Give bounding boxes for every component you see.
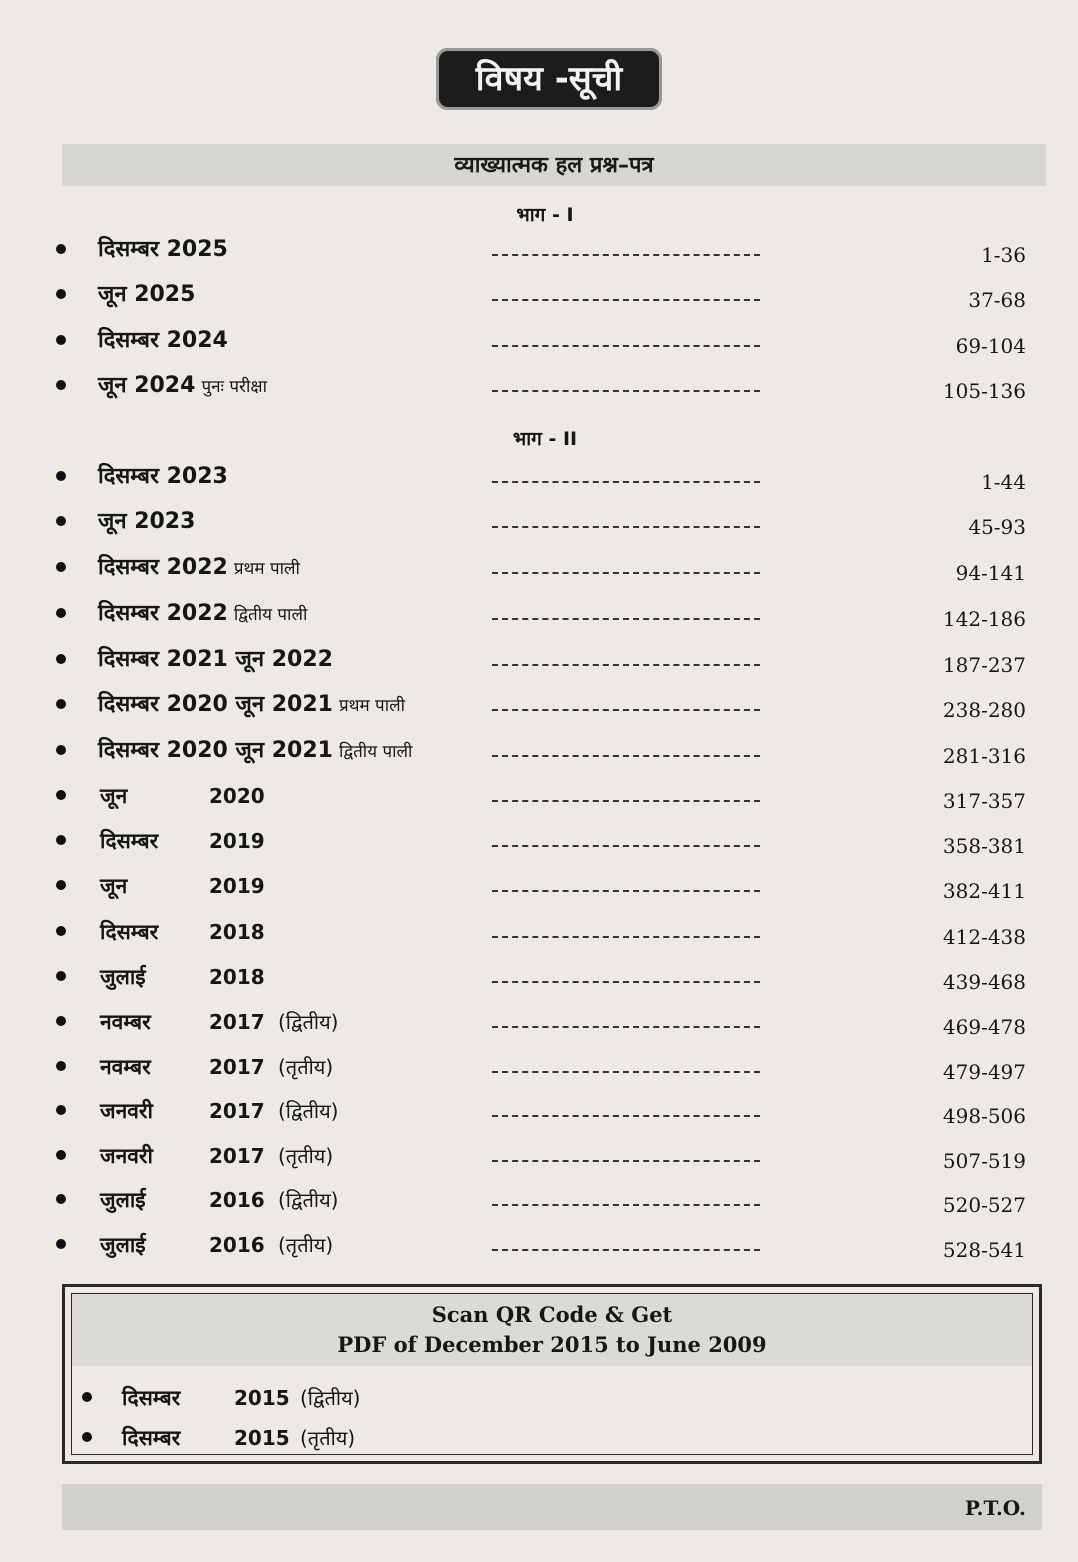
bullet-icon (82, 1392, 92, 1402)
qr-list-item (72, 1378, 1032, 1418)
dotted-leader (492, 254, 760, 256)
page-range: 1-44 (981, 470, 1026, 494)
bullet-icon (56, 1105, 66, 1115)
entry-paper: (तृतीय) (278, 1233, 334, 1257)
dotted-leader (492, 800, 760, 802)
dotted-leader (492, 845, 760, 847)
bullet-icon (56, 699, 66, 709)
entry-year: 2015 (234, 1386, 290, 1410)
footer-band (62, 1484, 1042, 1530)
toc-row (0, 459, 1078, 499)
dotted-leader (492, 572, 760, 574)
toc-row (0, 1093, 1078, 1133)
bullet-icon (56, 516, 66, 526)
toc-row (0, 323, 1078, 363)
qr-list-item (72, 1418, 1032, 1458)
toc-row (0, 868, 1078, 908)
part-1-heading: भाग - I (516, 204, 574, 226)
toc-row (0, 232, 1078, 272)
bullet-icon (56, 1150, 66, 1160)
dotted-leader (492, 936, 760, 938)
page-range: 281-316 (942, 744, 1026, 768)
entry-label: जून 2024 पुनः परीक्षा (98, 373, 267, 398)
page-range: 382-411 (942, 879, 1026, 903)
toc-row (0, 642, 1078, 682)
page-range: 317-357 (942, 789, 1026, 813)
entry-year: 2017 (209, 1144, 265, 1168)
page-range: 528-541 (942, 1238, 1026, 1262)
dotted-leader (492, 1204, 760, 1206)
page-range: 105-136 (942, 379, 1026, 403)
bullet-icon (56, 745, 66, 755)
dotted-leader (492, 981, 760, 983)
qr-heading (72, 1294, 1032, 1366)
dotted-leader (492, 709, 760, 711)
bullet-icon (56, 608, 66, 618)
page-range: 45-93 (968, 515, 1026, 539)
toc-row (0, 1049, 1078, 1089)
dotted-leader (492, 1160, 760, 1162)
dotted-leader (492, 1071, 760, 1073)
toc-row (0, 1004, 1078, 1044)
page-range: 94-141 (955, 561, 1026, 585)
entry-year: 2017 (209, 1055, 265, 1079)
dotted-leader (492, 890, 760, 892)
dotted-leader (492, 755, 760, 757)
bullet-icon (56, 471, 66, 481)
entry-paper: (द्वितीय) (278, 1099, 339, 1123)
entry-label: जून 2023 (98, 509, 196, 534)
page-range: 439-468 (942, 970, 1026, 994)
toc-row (0, 1227, 1078, 1267)
entry-month: दिसम्बर (100, 829, 159, 853)
entry-month: दिसम्बर (100, 920, 159, 944)
entry-year: 2016 (209, 1233, 265, 1257)
entry-paper: (द्वितीय) (278, 1010, 339, 1034)
entry-label: दिसम्बर 2024 (98, 328, 228, 353)
entry-month: जनवरी (100, 1144, 153, 1168)
bullet-icon (56, 1016, 66, 1026)
page-range: 520-527 (942, 1193, 1026, 1217)
bullet-icon (56, 971, 66, 981)
entry-label: दिसम्बर 2022 द्वितीय पाली (98, 601, 308, 626)
page-range: 479-497 (942, 1060, 1026, 1084)
entry-paper: (तृतीय) (300, 1426, 356, 1450)
toc-row (0, 959, 1078, 999)
dotted-leader (492, 618, 760, 620)
bullet-icon (56, 380, 66, 390)
dotted-leader (492, 345, 760, 347)
toc-row (0, 550, 1078, 590)
entry-year: 2019 (209, 874, 265, 898)
page-range: 412-438 (942, 925, 1026, 949)
toc-row (0, 687, 1078, 727)
dotted-leader (492, 1249, 760, 1251)
entry-paper: (तृतीय) (278, 1055, 334, 1079)
dotted-leader (492, 1026, 760, 1028)
entry-month: जून (100, 874, 128, 898)
bullet-icon (82, 1432, 92, 1442)
page-range: 1-36 (981, 243, 1026, 267)
dotted-leader (492, 526, 760, 528)
bullet-icon (56, 654, 66, 664)
entry-year: 2019 (209, 829, 265, 853)
bullet-icon (56, 1061, 66, 1071)
toc-row (0, 368, 1078, 408)
page-range: 507-519 (942, 1149, 1026, 1173)
toc-row (0, 1182, 1078, 1222)
bullet-icon (56, 562, 66, 572)
entry-year: 2017 (209, 1099, 265, 1123)
entry-year: 2018 (209, 965, 265, 989)
entry-label: दिसम्बर 2020 जून 2021 द्वितीय पाली (98, 738, 413, 763)
qr-heading-line-1: Scan QR Code & Get (431, 1302, 673, 1327)
entry-label: जून 2025 (98, 282, 196, 307)
entry-year: 2017 (209, 1010, 265, 1034)
page-range: 37-68 (968, 288, 1026, 312)
bullet-icon (56, 289, 66, 299)
toc-row (0, 733, 1078, 773)
pto-label: P.T.O. (964, 1496, 1026, 1520)
qr-code-box-inner (71, 1293, 1033, 1455)
page-title: विषय -सूची (436, 48, 662, 110)
entry-paper: (द्वितीय) (278, 1188, 339, 1212)
bullet-icon (56, 835, 66, 845)
qr-code-box (62, 1284, 1042, 1464)
bullet-icon (56, 335, 66, 345)
entry-month: नवम्बर (100, 1010, 151, 1034)
page-range: 69-104 (955, 334, 1026, 358)
entry-year: 2018 (209, 920, 265, 944)
page-range: 187-237 (942, 653, 1026, 677)
toc-row (0, 778, 1078, 818)
entry-month: जनवरी (100, 1099, 153, 1123)
entry-year: 2016 (209, 1188, 265, 1212)
bullet-icon (56, 880, 66, 890)
entry-year: 2015 (234, 1426, 290, 1450)
bullet-icon (56, 244, 66, 254)
toc-row (0, 914, 1078, 954)
entry-month: दिसम्बर (122, 1386, 181, 1410)
entry-month: जून (100, 784, 128, 808)
toc-row (0, 823, 1078, 863)
entry-label: दिसम्बर 2022 प्रथम पाली (98, 555, 300, 580)
entry-label: दिसम्बर 2020 जून 2021 प्रथम पाली (98, 692, 406, 717)
toc-row (0, 277, 1078, 317)
toc-row (0, 596, 1078, 636)
page-range: 238-280 (942, 698, 1026, 722)
page-range: 469-478 (942, 1015, 1026, 1039)
dotted-leader (492, 390, 760, 392)
bullet-icon (56, 790, 66, 800)
dotted-leader (492, 299, 760, 301)
entry-label: दिसम्बर 2025 (98, 237, 228, 262)
entry-label: दिसम्बर 2023 (98, 464, 228, 489)
entry-year: 2020 (209, 784, 265, 808)
entry-month: जुलाई (100, 965, 146, 989)
bullet-icon (56, 1194, 66, 1204)
page-range: 358-381 (942, 834, 1026, 858)
part-2-heading: भाग - II (512, 428, 578, 450)
section-subtitle: व्याख्यात्मक हल प्रश्न–पत्र (62, 144, 1046, 186)
entry-month: दिसम्बर (122, 1426, 181, 1450)
qr-heading-line-2: PDF of December 2015 to June 2009 (337, 1332, 767, 1357)
entry-paper: (द्वितीय) (300, 1386, 361, 1410)
page-range: 142-186 (942, 607, 1026, 631)
entry-month: जुलाई (100, 1233, 146, 1257)
entry-label: दिसम्बर 2021 जून 2022 (98, 647, 333, 672)
page-range: 498-506 (942, 1104, 1026, 1128)
bullet-icon (56, 1239, 66, 1249)
dotted-leader (492, 1115, 760, 1117)
entry-month: जुलाई (100, 1188, 146, 1212)
dotted-leader (492, 481, 760, 483)
toc-row (0, 1138, 1078, 1178)
bullet-icon (56, 926, 66, 936)
dotted-leader (492, 664, 760, 666)
entry-month: नवम्बर (100, 1055, 151, 1079)
entry-paper: (तृतीय) (278, 1144, 334, 1168)
toc-row (0, 504, 1078, 544)
